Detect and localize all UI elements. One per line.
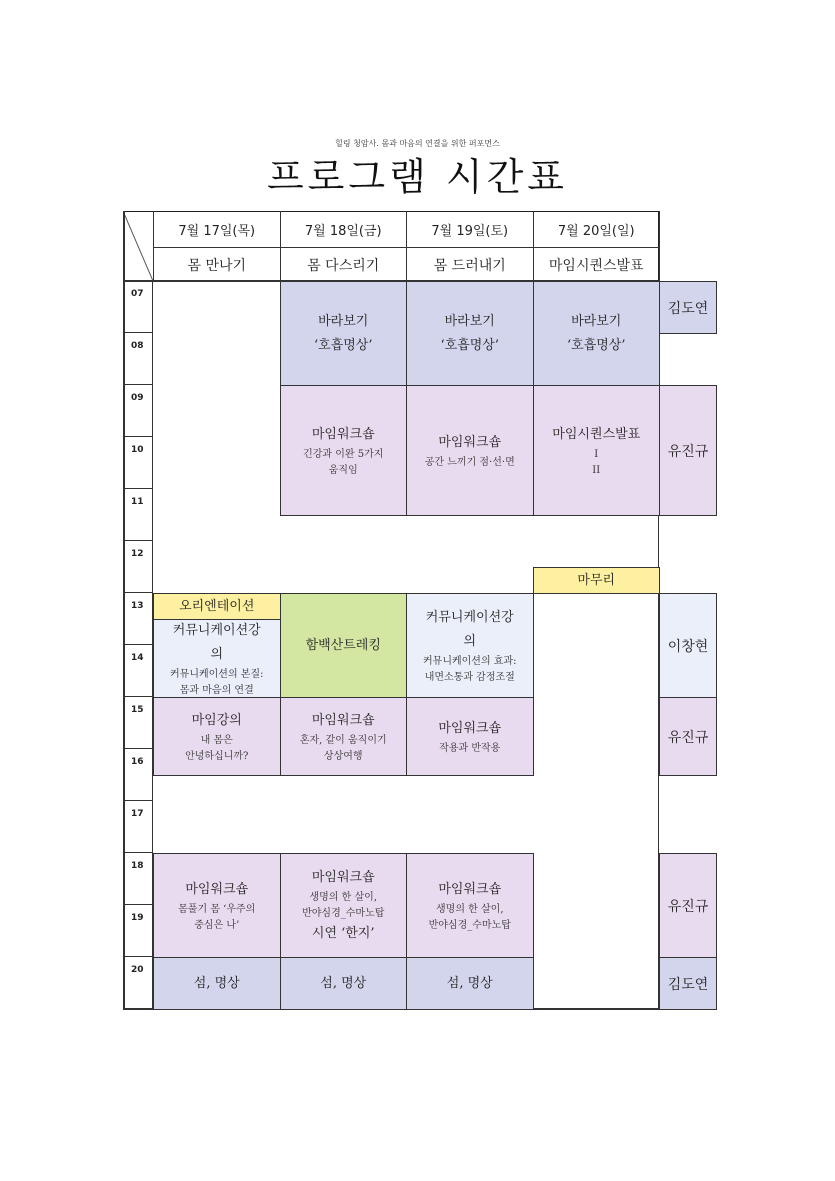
event-title: 섬, 명상 — [446, 975, 493, 991]
hour-label-12: 12 — [123, 541, 153, 593]
day-date-2: 7월 18일(금) — [280, 211, 408, 248]
event-cell — [153, 593, 281, 620]
event-cell — [406, 281, 534, 386]
event-cell — [153, 619, 281, 698]
hour-label-15: 15 — [123, 697, 153, 749]
event-title: 바라보기 — [318, 313, 369, 329]
event-title: 커뮤니케이션강 — [425, 609, 514, 625]
instructor-cell: 유진규 — [659, 853, 717, 958]
event-title: 커뮤니케이션강 — [172, 622, 261, 638]
day-date-3: 7월 19일(토) — [406, 211, 534, 248]
event-title: 마임워크숍 — [438, 720, 502, 736]
event-title: 의 — [210, 646, 224, 662]
event-cell — [153, 697, 281, 776]
event-detail: 커뮤니케이션의 효과: — [423, 655, 517, 667]
event-cell — [406, 697, 534, 776]
day-program-3: 몸 드러내기 — [406, 247, 534, 282]
event-title: 마임워크숍 — [311, 426, 375, 442]
event-detail: 반야심경_수마노탑 — [302, 907, 385, 919]
event-cell — [406, 385, 534, 516]
event-cell — [280, 697, 408, 776]
hour-label-11: 11 — [123, 489, 153, 541]
event-cell — [533, 281, 661, 386]
event-detail: 몸과 마음의 연결 — [179, 684, 254, 696]
day-program-1: 몸 만나기 — [153, 247, 281, 282]
event-detail: 공간 느끼기 점·선·면 — [424, 456, 515, 468]
event-cell — [406, 853, 534, 958]
instructor-cell: 김도연 — [659, 281, 717, 334]
day-program-2: 몸 다스리기 — [280, 247, 408, 282]
event-title: 섬, 명상 — [320, 975, 367, 991]
event-title: ‘호흡명상’ — [440, 337, 499, 353]
event-detail: I — [594, 448, 599, 460]
event-cell — [533, 567, 661, 594]
day-program-4: 마임시퀀스발표 — [533, 247, 661, 282]
instructor-cell: 유진규 — [659, 697, 717, 776]
hour-label-20: 20 — [123, 957, 153, 1009]
hour-label-10: 10 — [123, 437, 153, 489]
event-title: 마임워크숍 — [438, 434, 502, 450]
event-cell — [153, 853, 281, 958]
instructor-cell: 이창현 — [659, 593, 717, 698]
hour-label-17: 17 — [123, 801, 153, 853]
event-detail: 긴강과 이완 5가지 — [303, 448, 384, 460]
event-cell — [406, 593, 534, 698]
event-detail: 혼자, 같이 움직이기 — [299, 734, 387, 746]
event-cell — [280, 853, 408, 958]
event-detail: 상상여행 — [323, 750, 363, 762]
page-title: 프로그램 시간표 — [266, 155, 569, 199]
event-title: 마임워크숍 — [311, 712, 375, 728]
event-detail: 몸풀기 몸 ‘우주의 — [178, 903, 256, 915]
event-title: 마무리 — [577, 572, 616, 588]
event-title: 바라보기 — [571, 313, 622, 329]
event-cell — [153, 957, 281, 1010]
event-cell — [280, 957, 408, 1010]
hour-label-08: 08 — [123, 333, 153, 385]
event-title: 섬, 명상 — [193, 975, 240, 991]
event-title: 함백산트레킹 — [305, 637, 381, 653]
event-title: 의 — [463, 633, 477, 649]
hour-label-13: 13 — [123, 593, 153, 645]
hour-label-14: 14 — [123, 645, 153, 697]
event-cell — [406, 957, 534, 1010]
hour-label-19: 19 — [123, 905, 153, 957]
event-detail: 중심은 나’ — [194, 919, 240, 931]
event-detail: 내면소통과 감정조절 — [424, 671, 515, 683]
event-detail: 안녕하십니까? — [185, 750, 249, 762]
hour-label-07: 07 — [123, 281, 153, 333]
event-detail: 움직임 — [328, 464, 358, 476]
event-detail: 작용과 반작용 — [439, 742, 501, 754]
event-title: 마임워크숍 — [311, 869, 375, 885]
hour-label-09: 09 — [123, 385, 153, 437]
event-title: 마임시퀀스발표 — [552, 426, 641, 442]
event-title: 바라보기 — [444, 313, 495, 329]
event-title: ‘호흡명상’ — [314, 337, 373, 353]
event-detail: 반야심경_수마노탑 — [428, 919, 511, 931]
corner-diagonal — [123, 211, 153, 281]
event-detail: II — [592, 464, 601, 476]
event-title: 마임워크숍 — [438, 881, 502, 897]
event-title: 오리엔테이션 — [179, 598, 255, 614]
instructor-cell: 유진규 — [659, 385, 717, 516]
event-title: ‘호흡명상’ — [567, 337, 626, 353]
event-cell — [280, 593, 408, 698]
event-detail: 내 몸은 — [200, 734, 233, 746]
hour-label-18: 18 — [123, 853, 153, 905]
instructor-cell: 김도연 — [659, 957, 717, 1010]
event-cell — [280, 281, 408, 386]
day-date-4: 7월 20일(일) — [533, 211, 661, 248]
event-title: 마임강의 — [191, 712, 242, 728]
event-detail: 생명의 한 살이, — [309, 891, 377, 903]
event-detail: 생명의 한 살이, — [436, 903, 504, 915]
event-detail: 커뮤니케이션의 본질: — [170, 668, 264, 680]
page-subtitle: 힐링 청암사. 몸과 마음의 연결을 위한 퍼포먼스 — [335, 139, 500, 148]
event-cell — [280, 385, 408, 516]
event-title: 시연 ‘한지’ — [311, 925, 375, 941]
event-cell — [533, 385, 661, 516]
day-date-1: 7월 17일(목) — [153, 211, 281, 248]
hour-label-16: 16 — [123, 749, 153, 801]
event-title: 마임워크숍 — [185, 881, 249, 897]
